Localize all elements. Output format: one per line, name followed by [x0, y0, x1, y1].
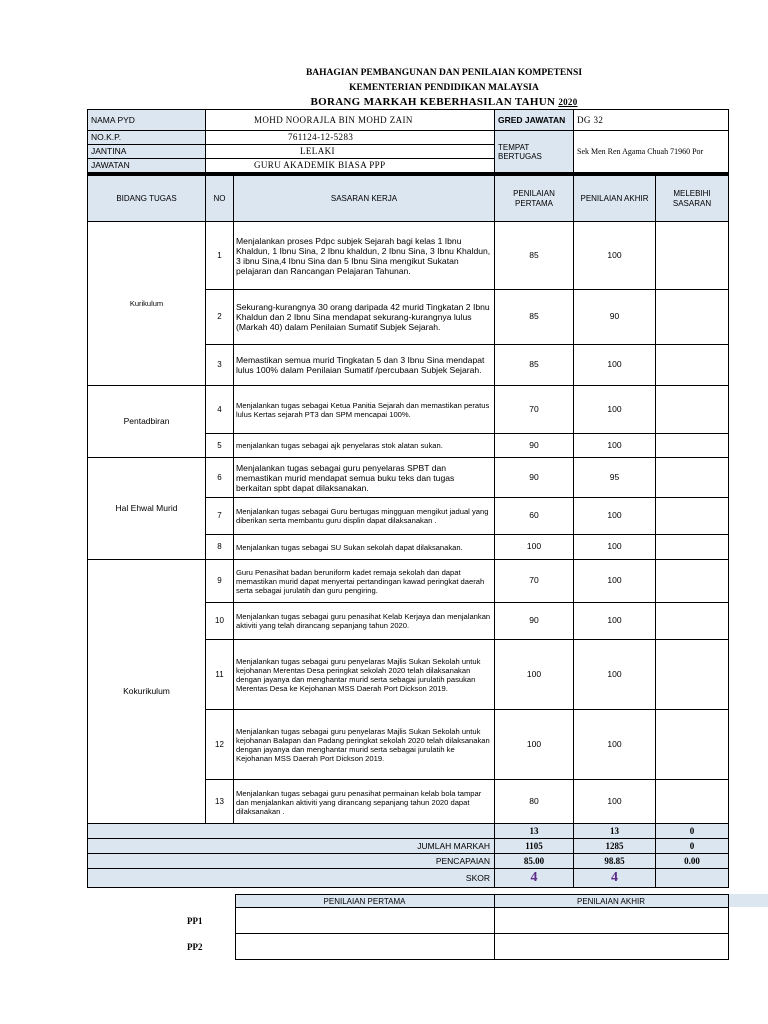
row-no: 1	[206, 222, 234, 290]
row-pertama[interactable]: 85	[495, 222, 574, 290]
row-melebihi[interactable]	[656, 498, 729, 535]
count-akhir: 13	[574, 824, 656, 839]
row-akhir[interactable]: 100	[574, 603, 656, 640]
pp1-label: PP1	[187, 915, 203, 926]
area-kurikulum: Kurikulum	[88, 222, 206, 386]
header-line-1: BAHAGIAN PEMBANGUNAN DAN PENILAIAN KOMPETENSI	[305, 68, 583, 78]
row-melebihi[interactable]	[656, 640, 729, 710]
row-no: 13	[206, 780, 234, 825]
row-melebihi[interactable]	[656, 434, 729, 458]
row-akhir[interactable]: 95	[574, 458, 656, 498]
skor-label: SKOR	[88, 869, 495, 888]
row-pertama[interactable]: 85	[495, 345, 574, 386]
row-task: Menjalankan tugas sebagai guru penyelaras Majlis Sukan Sekolah untuk kejohanan Merentas Desa peringkat sekolah 2020 telah dilaksanakan dengan jayanya dan menghantar murid serta sebagai jurulatih pasukan Merentas Desa ke Kejohanan MSS Daerah Port Dickson 2019.	[234, 640, 495, 710]
nama-value[interactable]: MOHD NOORAJLA BIN MOHD ZAIN	[206, 110, 495, 131]
row-pertama[interactable]: 90	[495, 458, 574, 498]
row-akhir[interactable]: 100	[574, 222, 656, 290]
row-pertama[interactable]: 60	[495, 498, 574, 535]
row-pertama[interactable]: 70	[495, 386, 574, 434]
count-pertama: 13	[495, 824, 574, 839]
col-pertama: PENILAIAN PERTAMA	[495, 175, 574, 222]
row-akhir[interactable]: 100	[574, 560, 656, 603]
row-akhir[interactable]: 100	[574, 780, 656, 825]
form-year: 2020	[558, 97, 578, 107]
nokp-value[interactable]: 761124-12-5283	[206, 131, 495, 145]
jumlah-melebihi: 0	[656, 839, 729, 854]
row-pertama[interactable]: 85	[495, 290, 574, 345]
col-melebihi: MELEBIHI SASARAN	[656, 175, 729, 222]
row-no: 7	[206, 498, 234, 535]
col-no: NO	[206, 175, 234, 222]
row-task: Guru Penasihat badan beruniform kadet remaja sekolah dan dapat memastikan murid dapat menyertai pertandingan kawad peringkat daerah serta sebagai jurulatih dan guru pengiring.	[234, 560, 495, 603]
row-task: Menjalankan tugas sebagai Guru bertugas mingguan mengikut jadual yang diberikan serta membantu guru displin dapat dilaksanakan .	[234, 498, 495, 535]
row-melebihi[interactable]	[656, 535, 729, 560]
row-akhir[interactable]: 100	[574, 640, 656, 710]
row-melebihi[interactable]	[656, 386, 729, 434]
jumlah-pertama: 1105	[495, 839, 574, 854]
row-task: Menjalankan tugas sebagai guru penasihat permainan kelab bola tampar dan menjalankan aktiviti yang dirancang sepanjang tahun 2020 dapat dilaksanakan .	[234, 780, 495, 825]
row-melebihi[interactable]	[656, 710, 729, 780]
skor-akhir: 4	[574, 869, 656, 888]
row-akhir[interactable]: 100	[574, 498, 656, 535]
area-pentadbiran: Pentadbiran	[88, 386, 206, 458]
pp1-pertama-cell[interactable]	[235, 908, 494, 934]
row-task: menjalankan tugas sebagai ajk penyelaras stok alatan sukan.	[234, 434, 495, 458]
row-melebihi[interactable]	[656, 345, 729, 386]
info-table	[87, 109, 729, 173]
col-sasaran: SASARAN KERJA	[234, 175, 495, 222]
summary-table	[87, 823, 729, 888]
row-pertama[interactable]: 100	[495, 710, 574, 780]
row-task: Menjalankan tugas sebagai guru penyelaras Majlis Sukan Sekolah untuk kejohanan Balapan dan Padang peringkat sekolah 2020 telah dilaksanakan dengan jayanya dan menghantar murid serta sebagai jurulatih ke Kejohanan MSS Daerah Port Dickson 2019.	[234, 710, 495, 780]
row-task: Memastikan semua murid Tingkatan 5 dan 3 Ibnu Sina mendapat lulus 100% dalam Penilaian Sumatif /percubaan Subjek Sejarah.	[234, 345, 495, 386]
row-melebihi[interactable]	[656, 560, 729, 603]
jumlah-akhir: 1285	[574, 839, 656, 854]
row-task: Menjalankan tugas sebagai Ketua Panitia Sejarah dan memastikan peratus lulus Kertas sejarah PT3 dan SPM mencapai 100%.	[234, 386, 495, 434]
header-line-2: KEMENTERIAN PENDIDIKAN MALAYSIA	[349, 83, 539, 93]
row-no: 6	[206, 458, 234, 498]
tempat-label: TEMPAT BERTUGAS	[495, 131, 574, 173]
gred-label: GRED JAWATAN	[495, 110, 574, 131]
skor-pertama: 4	[495, 869, 574, 888]
row-melebihi[interactable]	[656, 290, 729, 345]
row-akhir[interactable]: 100	[574, 535, 656, 560]
eval-spacer	[87, 895, 235, 908]
pp2-akhir-cell[interactable]	[494, 934, 728, 960]
nokp-label: NO.K.P.	[88, 131, 206, 145]
row-task: Menjalankan tugas sebagai SU Sukan sekolah dapat dilaksanakan.	[234, 535, 495, 560]
jawatan-value[interactable]: GURU AKADEMIK BIASA PPP	[206, 159, 495, 173]
pencapaian-label: PENCAPAIAN	[88, 854, 495, 869]
row-pertama[interactable]: 100	[495, 640, 574, 710]
col-bidang: BIDANG TUGAS	[88, 175, 206, 222]
row-no: 2	[206, 290, 234, 345]
row-task: Sekurang-kurangnya 30 orang daripada 42 murid Tingkatan 2 Ibnu Khaldun dan 2 Ibnu Sina mendapat sekurang-kurangnya lulus (Markah 40) dalam Penilaian Sumatif Subjek Sejarah.	[234, 290, 495, 345]
row-melebihi[interactable]	[656, 603, 729, 640]
row-akhir[interactable]: 100	[574, 434, 656, 458]
row-pertama[interactable]: 100	[495, 535, 574, 560]
area-kokurikulum: Kokurikulum	[88, 560, 206, 825]
row-task: Menjalankan tugas sebagai guru penasihat Kelab Kerjaya dan menjalankan aktiviti yang telah dirancang sepanjang tahun 2020.	[234, 603, 495, 640]
jantina-label: JANTINA	[88, 145, 206, 159]
eval-pertama-header: PENILAIAN PERTAMA	[235, 895, 494, 908]
row-no: 4	[206, 386, 234, 434]
row-no: 9	[206, 560, 234, 603]
row-task: Menjalankan tugas sebagai guru penyelaras SPBT dan memastikan murid mendapat semua buku teks dan tugas berkaitan spbt dapat dilaksanakan.	[234, 458, 495, 498]
pencapaian-melebihi: 0.00	[656, 854, 729, 869]
pencapaian-pertama: 85.00	[495, 854, 574, 869]
col-akhir: PENILAIAN AKHIR	[574, 175, 656, 222]
jawatan-label: JAWATAN	[88, 159, 206, 173]
header-fill-strip	[729, 894, 768, 907]
form-title-text: BORANG MARKAH KEBERHASILAN TAHUN	[310, 96, 556, 108]
nama-label: NAMA PYD	[88, 110, 206, 131]
pp2-label: PP2	[187, 941, 203, 952]
row-no: 3	[206, 345, 234, 386]
form-title	[60, 96, 768, 108]
row-akhir[interactable]: 100	[574, 710, 656, 780]
row-akhir[interactable]: 100	[574, 345, 656, 386]
row-no: 5	[206, 434, 234, 458]
row-no: 8	[206, 535, 234, 560]
jantina-value[interactable]: LELAKI	[206, 145, 495, 159]
row-no: 12	[206, 710, 234, 780]
row-melebihi[interactable]	[656, 458, 729, 498]
gred-value[interactable]: DG 32	[574, 110, 729, 131]
area-hal-ehwal-murid: Hal Ehwal Murid	[88, 458, 206, 560]
row-melebihi[interactable]	[656, 222, 729, 290]
row-melebihi[interactable]	[656, 780, 729, 825]
row-no: 11	[206, 640, 234, 710]
pencapaian-akhir: 98.85	[574, 854, 656, 869]
row-pertama[interactable]: 90	[495, 434, 574, 458]
tempat-value[interactable]: Sek Men Ren Agama Chuah 71960 Por	[574, 131, 729, 173]
evaluation-table	[87, 894, 729, 960]
pp2-pertama-cell[interactable]	[235, 934, 494, 960]
row-pertama[interactable]: 80	[495, 780, 574, 825]
row-akhir[interactable]: 90	[574, 290, 656, 345]
row-pertama[interactable]: 70	[495, 560, 574, 603]
row-akhir[interactable]: 100	[574, 386, 656, 434]
targets-table	[87, 173, 729, 825]
jumlah-label: JUMLAH MARKAH	[88, 839, 495, 854]
row-pertama[interactable]: 90	[495, 603, 574, 640]
count-label	[88, 824, 495, 839]
eval-akhir-header: PENILAIAN AKHIR	[494, 895, 728, 908]
skor-melebihi	[656, 869, 729, 888]
pp1-akhir-cell[interactable]	[494, 908, 728, 934]
row-no: 10	[206, 603, 234, 640]
count-melebihi: 0	[656, 824, 729, 839]
row-task: Menjalankan proses Pdpc subjek Sejarah bagi kelas 1 Ibnu Khaldun, 1 Ibnu Sina, 2 Ibnu khaldun, 2 Ibnu Sina, 3 Ibnu Khaldun, 3 ibnu Sina,4 Ibnu Sina dan 5 Ibnu Sina mengikut Sukatan pelajaran dan Rancangan Pelajaran Tahunan.	[234, 222, 495, 290]
